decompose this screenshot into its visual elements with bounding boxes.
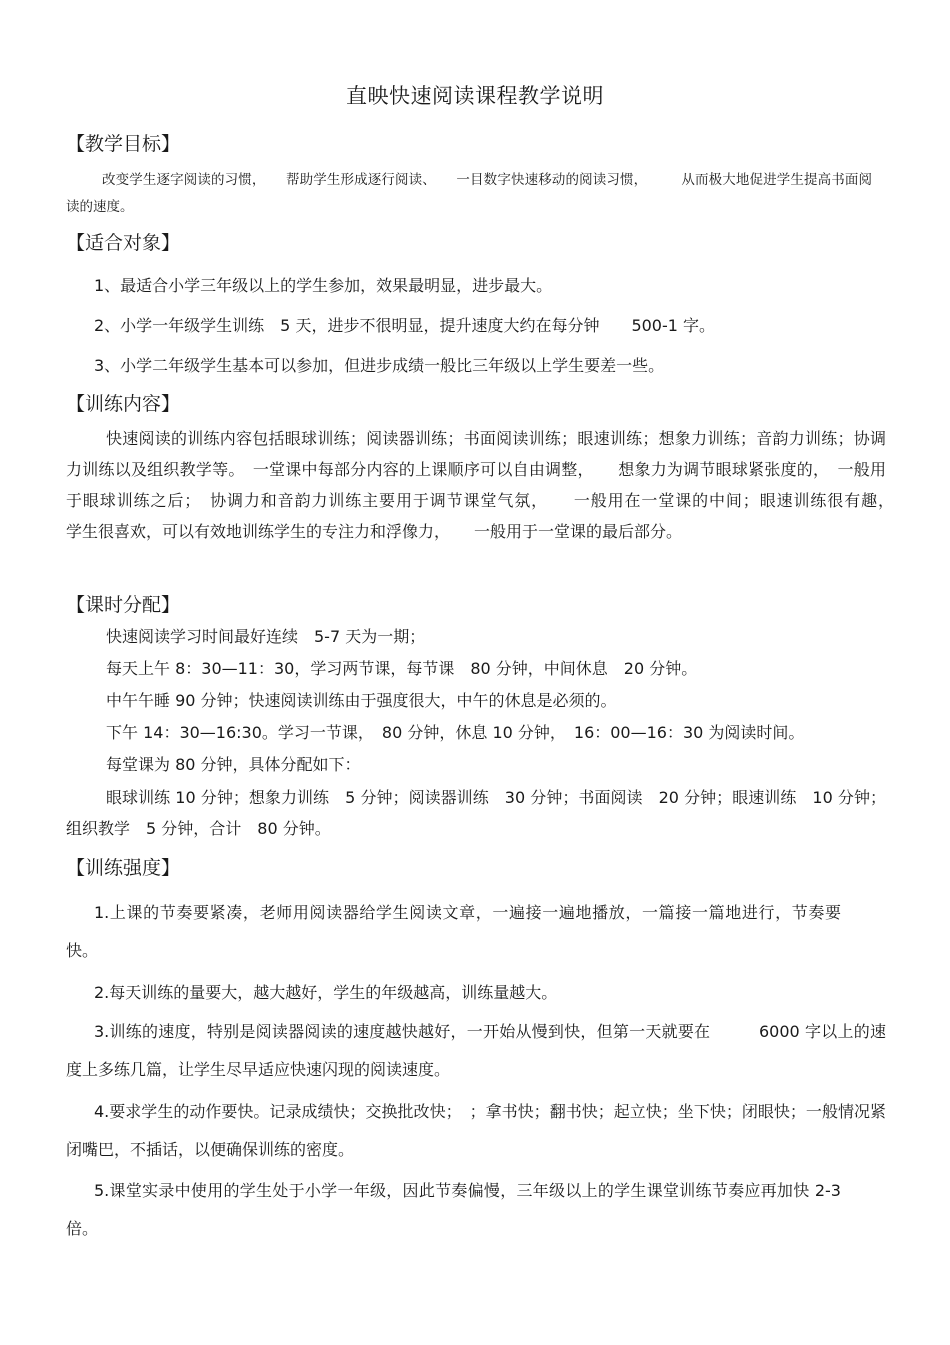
heading-target-audience: 【适合对象】	[66, 232, 181, 254]
heading-training-content: 【训练内容】	[66, 393, 181, 415]
paragraph-training-content: 快速阅读的训练内容包括眼球训练；阅读器训练；书面阅读训练；眼速训练；想象力训练；音韵力训练；协调力训练以及组织教学等。 一堂课中每部分内容的上课顺序可以自由调整， 想象力为调节眼球紧张度的， 一般用于眼球训练之后； 协调力和音韵力训练主要用于调节课堂气氛， 一般用在一堂课的中间；眼速训练很有趣， 学生很喜欢，可以有效地训练学生的专注力和浮像力， 一般用于一堂课的最后部分。	[66, 429, 919, 541]
paragraph-teaching-goal: 改变学生逐字阅读的习惯， 帮助学生形成逐行阅读、 一目数字快速移动的阅读习惯， 从而极大地促进学生提高书面阅读的速度。	[66, 172, 872, 215]
audience-item: 3、小学二年级学生基本可以参加，但进步成绩一般比三年级以上学生要差一些。	[94, 356, 665, 375]
paragraph-schedule-detail: 眼球训练 10 分钟；想象力训练 5 分钟；阅读器训练 30 分钟；书面阅读 20 分钟；眼速训练 10 分钟；组织教学 5 分钟，合计 80 分钟。	[66, 788, 886, 838]
intensity-item: 1.上课的节奏要紧凑，老师用阅读器给学生阅读文章，一遍接一遍地播放，一篇接一篇地进行，节奏要快。	[66, 903, 841, 960]
schedule-line: 快速阅读学习时间最好连续 5-7 天为一期；	[106, 627, 426, 646]
document-title: 直映快速阅读课程教学说明	[346, 84, 604, 108]
audience-item: 1、最适合小学三年级以上的学生参加，效果最明显，进步最大。	[94, 276, 553, 295]
audience-item: 2、小学一年级学生训练 5 天，进步不很明显，提升速度大约在每分钟 500-1 字。	[94, 316, 716, 335]
schedule-line: 每堂课为 80 分钟，具体分配如下：	[106, 755, 361, 774]
heading-training-intensity: 【训练强度】	[66, 857, 181, 879]
intensity-item: 2.每天训练的量要大，越大越好，学生的年级越高，训练量越大。	[94, 983, 558, 1002]
intensity-item: 4.要求学生的动作要快。记录成绩快；交换批改快； ；拿书快；翻书快；起立快；坐下快；闭眼快；一般情况紧闭嘴巴，不插话，以便确保训练的密度。	[66, 1102, 886, 1159]
intensity-item: 3.训练的速度，特别是阅读器阅读的速度越快越好，一开始从慢到快，但第一天就要在 6000 字以上的速度上多练几篇，让学生尽早适应快速闪现的阅读速度。	[66, 1022, 886, 1079]
intensity-item: 5.课堂实录中使用的学生处于小学一年级，因此节奏偏慢，三年级以上的学生课堂训练节奏应再加快 2-3 倍。	[66, 1181, 841, 1238]
schedule-line: 下午 14：30—16:30。学习一节课， 80 分钟，休息 10 分钟， 16：00—16：30 为阅读时间。	[106, 723, 805, 742]
heading-teaching-goal: 【教学目标】	[66, 133, 181, 155]
schedule-line: 每天上午 8：30—11：30，学习两节课，每节课 80 分钟，中间休息 20 分钟。	[106, 659, 698, 678]
heading-schedule: 【课时分配】	[66, 594, 181, 616]
schedule-line: 中午午睡 90 分钟；快速阅读训练由于强度很大，中午的休息是必须的。	[106, 691, 617, 710]
